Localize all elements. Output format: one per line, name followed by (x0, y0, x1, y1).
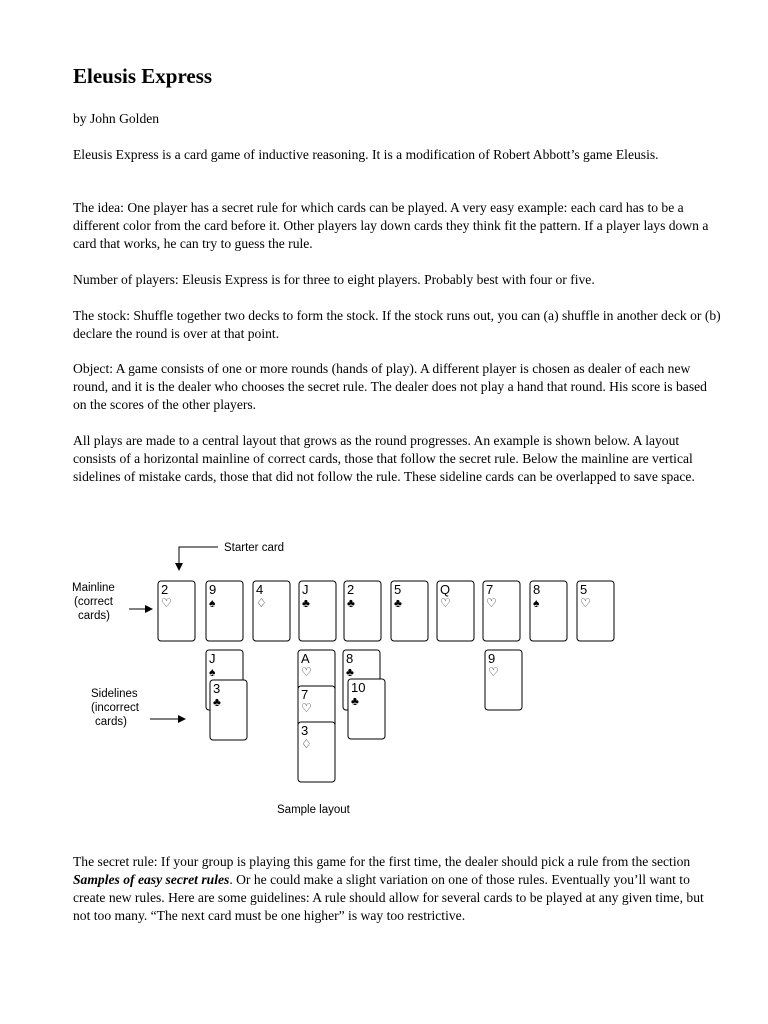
secret-rule-paragraph (73, 853, 723, 925)
card-suit: ♡ (486, 596, 497, 610)
card-suit: ♡ (301, 665, 312, 679)
starter-card-label: Starter card (224, 542, 285, 554)
secret-rule-text-a: The secret rule: If your group is playing this game for the first time, the dealer should pick a rule from the section (73, 854, 691, 869)
mainline-label-2: (correct (74, 596, 113, 608)
secret-rule-section-reference: Samples of easy secret rules (73, 872, 230, 887)
card-suit: ♢ (301, 737, 312, 751)
mainline-card (158, 581, 195, 641)
card-rank: 3 (213, 681, 221, 696)
sidelines-label-3: cards) (95, 716, 127, 728)
card-suit: ♣ (213, 695, 221, 709)
stock-paragraph: The stock: Shuffle together two decks to form the stock. If the stock runs out, you can (a) shuffle in another deck or (b) declare the round is over at that point. (73, 308, 721, 341)
card-rank: Q (440, 582, 451, 597)
card-suit: ♡ (580, 596, 591, 610)
card-rank: 4 (256, 582, 264, 597)
card-suit: ♡ (488, 665, 499, 679)
intro-paragraph: Eleusis Express is a card game of inductive reasoning. It is a modification of Robert Abbott’s game Eleusis. (73, 147, 659, 162)
card-rank: 8 (533, 582, 541, 597)
card-rank: 2 (161, 582, 169, 597)
mainline-card (344, 581, 381, 641)
card-rank: J (302, 582, 309, 597)
card-suit: ♣ (347, 596, 355, 610)
mainline-card (253, 581, 290, 641)
card-rank: 9 (209, 582, 217, 597)
card-suit: ♠ (533, 596, 540, 610)
mainline-card (299, 581, 336, 641)
mainline-label-1: Mainline (72, 582, 115, 594)
idea-paragraph: The idea: One player has a secret rule for which cards can be played. A very easy example: each card has to be a different color from the card before it. Other players lay down cards they think fit the pattern. If a player lays down a card that works, he can try to guess the rule. (73, 200, 709, 251)
figure-caption: Sample layout (277, 804, 350, 816)
sideline-card (298, 722, 335, 782)
sidelines-label-2: (incorrect (91, 702, 139, 714)
starter-arrow (179, 547, 218, 570)
card-suit: ♡ (440, 596, 451, 610)
card-rank: 5 (394, 582, 402, 597)
card-suit: ♡ (161, 596, 172, 610)
mainline-card (437, 581, 474, 641)
mainline-card (530, 581, 567, 641)
card-suit: ♣ (351, 694, 359, 708)
card-suit: ♠ (209, 665, 216, 679)
card-suit: ♣ (394, 596, 402, 610)
card-suit: ♣ (346, 665, 354, 679)
card-rank: 7 (486, 582, 494, 597)
sample-layout-figure (0, 530, 768, 830)
layout-paragraph: All plays are made to a central layout that grows as the round progresses. An example is shown below. A layout consists of a horizontal mainline of correct cards, those that follow the secret rule. Below the mainline are vertical sidelines of mistake cards, those that did not follow the rule. These sideline cards can be overlapped to save space. (73, 433, 695, 484)
sidelines-label-1: Sidelines (91, 688, 138, 700)
card-rank: 8 (346, 651, 354, 666)
sideline-card (485, 650, 522, 710)
card-rank: 10 (351, 680, 366, 695)
players-paragraph: Number of players: Eleusis Express is for three to eight players. Probably best with four or five. (73, 272, 595, 287)
card-rank: J (209, 651, 216, 666)
document-title: Eleusis Express (73, 64, 213, 88)
object-paragraph: Object: A game consists of one or more rounds (hands of play). A different player is chosen as dealer of each new round, and it is the dealer who chooses the secret rule. The dealer does not play a hand that round. His score is based on the scores of the other players. (73, 361, 707, 412)
mainline-label-3: cards) (78, 610, 110, 622)
card-rank: A (301, 651, 310, 666)
byline: by John Golden (73, 111, 160, 126)
mainline-card (483, 581, 520, 641)
card-rank: 7 (301, 687, 309, 702)
card-rank: 3 (301, 723, 309, 738)
mainline-card (577, 581, 614, 641)
mainline-card (391, 581, 428, 641)
card-suit: ♡ (301, 701, 312, 715)
card-suit: ♠ (209, 596, 216, 610)
card-layout (158, 581, 614, 782)
card-rank: 9 (488, 651, 496, 666)
sideline-card (348, 679, 385, 739)
card-rank: 2 (347, 582, 355, 597)
sideline-card (210, 680, 247, 740)
secret-rule-text-b: . Or he could make a slight variation on one of those rules. Eventually you’ll want to create new rules. Here are some guidelines: A rule should allow for several cards to be played at any given time, but not too many. “The next card must be one higher” is way too restrictive. (73, 872, 704, 923)
mainline-card (206, 581, 243, 641)
card-rank: 5 (580, 582, 588, 597)
card-suit: ♣ (302, 596, 310, 610)
card-suit: ♢ (256, 596, 267, 610)
